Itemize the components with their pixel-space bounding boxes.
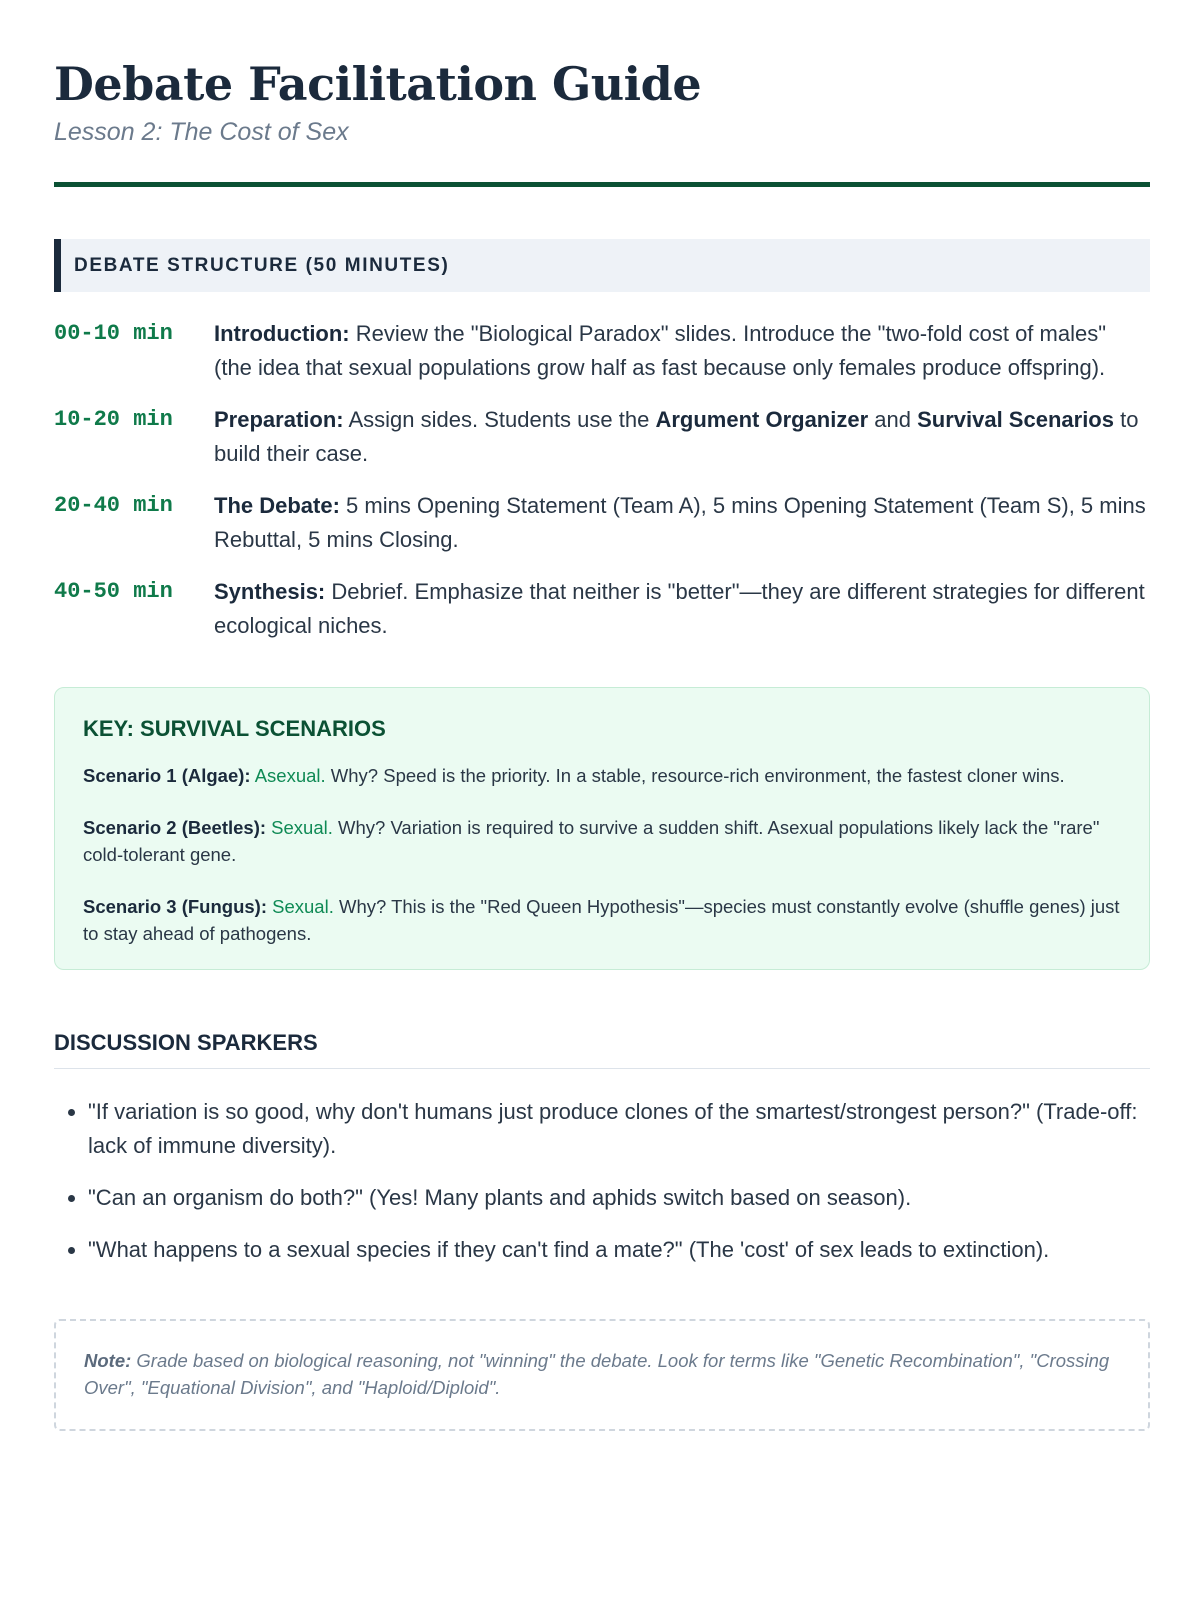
discussion-heading: DISCUSSION SPARKERS <box>54 1028 1150 1069</box>
discussion-item: • "Can an organism do both?" (Yes! Many plants and aphids switch based on season). <box>88 1181 1150 1215</box>
schedule-description <box>214 317 1150 385</box>
schedule-text: to build their case. <box>214 407 1139 466</box>
scenario-text: Why? Variation is required to survive a sudden shift. Asexual populations likely lack the "rare" cold-tolerant gene. <box>83 817 1100 865</box>
scenario-item <box>83 814 1121 868</box>
note-text: Grade based on biological reasoning, not "winning" the debate. Look for terms like "Genetic Recombination", "Crossing Over", "Equational Division", and "Haploid/Diploid". <box>84 1350 1110 1398</box>
title-divider <box>54 182 1150 187</box>
schedule-label: The Debate: <box>214 493 340 518</box>
survival-scenarios-term: Survival Scenarios <box>917 407 1114 432</box>
page-title: Debate Facilitation Guide <box>54 57 702 111</box>
schedule-description <box>214 575 1150 643</box>
schedule-text: Assign sides. Students use the <box>343 407 656 432</box>
schedule-description <box>214 403 1150 471</box>
schedule-list <box>54 317 1150 643</box>
debate-structure-heading <box>54 239 1150 292</box>
debate-structure-heading-text: DEBATE STRUCTURE (50 MINUTES) <box>74 254 450 276</box>
discussion-item: • "If variation is so good, why don't humans just produce clones of the smartest/strongest person?" (Trade-off: lack of immune diversity). <box>88 1095 1150 1163</box>
schedule-row <box>54 575 1150 643</box>
schedule-text: 5 mins Opening Statement (Team A), 5 mins Opening Statement (Team S), 5 mins Rebuttal, 5 mins Closing. <box>214 493 1146 552</box>
survival-scenarios-key <box>54 687 1150 970</box>
grading-note <box>54 1319 1150 1431</box>
schedule-row <box>54 489 1150 557</box>
schedule-label: Preparation: <box>214 407 344 432</box>
schedule-label: Introduction: <box>214 321 350 346</box>
discussion-item: • "What happens to a sexual species if they can't find a mate?" (The 'cost' of sex leads to extinction). <box>88 1233 1150 1267</box>
scenario-label: Scenario 3 (Fungus): <box>83 896 267 917</box>
schedule-text: and <box>868 407 918 432</box>
discussion-list <box>54 1095 1150 1267</box>
schedule-time: 40-50 min <box>54 579 173 604</box>
note-label: Note: <box>84 1350 132 1371</box>
scenario-verdict: Asexual. <box>254 765 326 786</box>
scenario-verdict: Sexual. <box>272 896 334 917</box>
guide-page <box>54 0 1150 1431</box>
schedule-row <box>54 403 1150 471</box>
schedule-time: 00-10 min <box>54 321 173 346</box>
schedule-time: 10-20 min <box>54 407 173 432</box>
scenario-label: Scenario 2 (Beetles): <box>83 817 267 838</box>
schedule-description <box>214 489 1150 557</box>
scenario-item <box>83 893 1121 947</box>
schedule-label: Synthesis: <box>214 579 326 604</box>
key-title: KEY: SURVIVAL SCENARIOS <box>83 716 386 741</box>
scenario-text: Why? This is the "Red Queen Hypothesis"—species must constantly evolve (shuffle genes) just to stay ahead of pathogens. <box>83 896 1120 944</box>
schedule-text: Review the "Biological Paradox" slides. Introduce the "two-fold cost of males" (the idea that sexual populations grow half as fast because only females produce offspring). <box>214 321 1107 380</box>
page-subtitle: Lesson 2: The Cost of Sex <box>54 118 349 146</box>
scenario-item <box>83 762 1121 789</box>
argument-organizer-term: Argument Organizer <box>655 407 869 432</box>
scenario-verdict: Sexual. <box>271 817 333 838</box>
schedule-time: 20-40 min <box>54 493 173 518</box>
scenario-text: Why? Speed is the priority. In a stable, resource-rich environment, the fastest cloner wins. <box>325 765 1065 786</box>
schedule-text: Debrief. Emphasize that neither is "better"—they are different strategies for different ecological niches. <box>214 579 1145 638</box>
scenario-label: Scenario 1 (Algae): <box>83 765 251 786</box>
schedule-row <box>54 317 1150 385</box>
